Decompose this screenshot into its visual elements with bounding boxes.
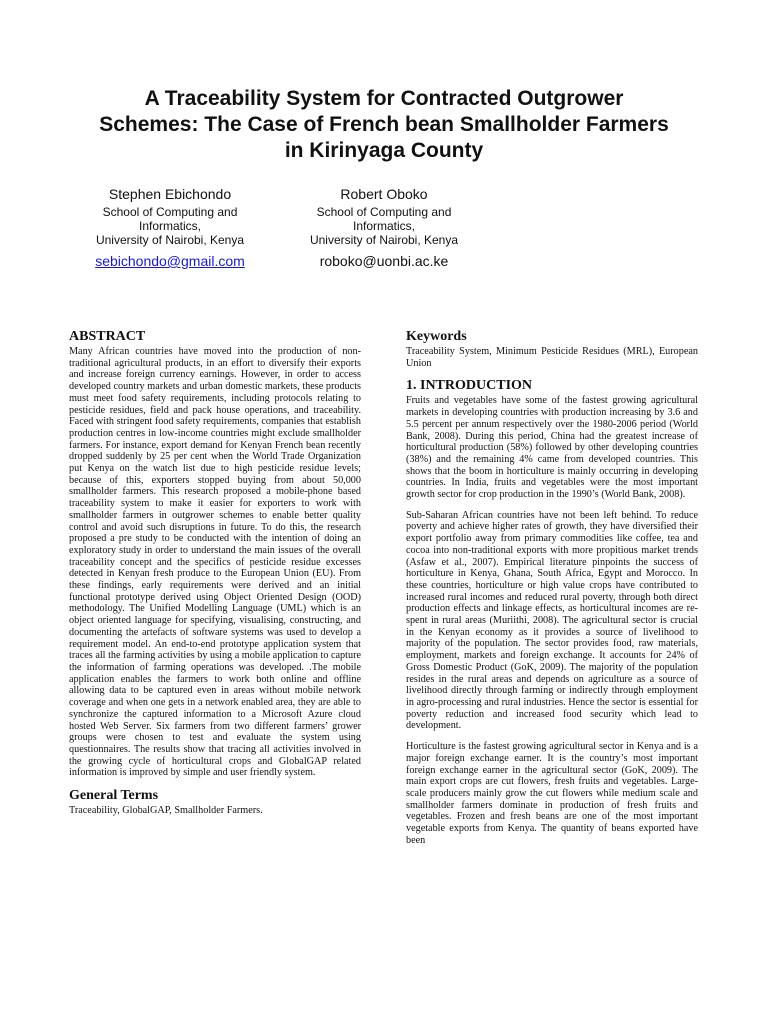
right-column	[406, 329, 698, 846]
author-affiliation-line: Informatics,	[138, 219, 201, 233]
abstract-heading: ABSTRACT	[69, 329, 146, 344]
intro-paragraph-2: Sub-Saharan African countries have not been left behind. To reduce poverty and achieve higher rates of growth, they have diversified their export portfolio away from primary commodities like coffee, tea and cocoa into non-traditional exports with more propitious market trends (Asfaw et al., 2007). Empirical literature pinpoints the success of horticulture in Kenya, Ghana, South Africa, Egypt and Morocco. In these countries, horticulture or high value crops have contributed to increased rural incomes and reduced rural poverty, through both direct production effects and linkage effects, as horticultural incomes are re-spent in rural areas (Muriithi, 2008). The agricultural sector is crucial in the Kenyan economy as it provides a source of livelihood to majority of the population. The sector provides food, raw materials, employment, markets and foreign exchange. It accounts for 24% of Gross Domestic Product (GoK, 2009). The majority of the population resides in the rural areas and depends on agriculture as a source of livelihood directly through farming or indirectly through employment in agro-processing and rural industries. Hence the sector is essential for poverty reduction and increased food security which lead to development.	[406, 509, 698, 732]
author-email-link[interactable]: sebichondo@gmail.com	[95, 253, 245, 269]
author-affiliation-line: School of Computing and	[316, 205, 452, 219]
keywords-heading: Keywords	[406, 329, 467, 344]
general-terms-heading: General Terms	[69, 788, 159, 804]
author-affiliation-line: School of Computing and	[102, 205, 238, 219]
general-terms-text: Traceability, GlobalGAP, Smallholder Farmers.	[69, 805, 263, 817]
intro-paragraph-1: Fruits and vegetables have some of the fastest growing agricultural markets in developing countries with production increasing by 3.6 and 5.5 percent per annum respectively over the 1980-2006 period (World Bank, 2008). During this period, China had the greatest increase of horticultural production (58%) followed by other developing countries (38%) and the remaining 4% came from developed countries. This shows that the boom in horticulture is mainly occurring in developing countries. In India, fruits and vegetables were the most important growth sector for crop production in the 1990’s (World Bank, 2008).	[406, 395, 698, 501]
author-block-1	[60, 185, 280, 270]
author-name: Stephen Ebichondo	[108, 186, 232, 202]
author-affiliation-line: University of Nairobi, Kenya	[309, 233, 459, 247]
author-block-2	[274, 185, 494, 270]
intro-paragraph-3: Horticulture is the fastest growing agricultural sector in Kenya and is a major foreign exchange earner. It is the country’s most important foreign exchange earner in the agricultural sector (GoK, 2009). The main export crops are cut flowers, fresh fruits and vegetables. Large-scale producers mainly grow the cut flowers while medium scale and smallholder farmers dominate in production of fresh fruits and vegetables. Frozen and fresh beans are one of the most important vegetable exports from Kenya. The quantity of beans exported have been	[406, 741, 698, 846]
author-email: roboko@uonbi.ac.ke	[319, 253, 449, 269]
author-affiliation-line: Informatics,	[352, 219, 415, 233]
paper-title: A Traceability System for Contracted Outgrower Schemes: The Case of French bean Smallholder Farmers in Kirinyaga County	[99, 87, 669, 162]
left-column	[69, 329, 361, 817]
author-affiliation-line: University of Nairobi, Kenya	[95, 233, 245, 247]
introduction-heading: 1. INTRODUCTION	[406, 378, 533, 394]
author-name: Robert Oboko	[340, 186, 428, 202]
abstract-text: Many African countries have moved into the production of non-traditional agricultural products, in an effort to diversify their exports and increase foreign currency earnings. However, in order to access developed country markets and urban domestic markets, these products must meet food safety requirements, including protocols relating to pesticide residues, field and pack house operations, and traceability. Faced with stringent food safety requirements, companies that establish production centres in low-income countries might exclude smallholder farmers. For instance, export demand for Kenyan French bean recently dropped suddenly by 25 per cent when the World Trade Organization put Kenya on the watch list due to high pesticide residue levels; because of this, exporters stopped buying from about 50,000 smallholder farmers. This research proposed a mobile-phone based traceability system to make it easier for exporters to work with smallholder farmers in outgrower schemes to enable better quality control and avoid such disruptions in future. To do this, the research proposed a pre study to be conducted with the intention of doing an exploratory study in order to understand the main issues of the overall traceability concept and the specifics of pesticide residue excesses detected in Kenyan fresh produce to the European Union (EU). From these findings, early requirements were derived and an initial functional prototype derived using Object Oriented Design (OOD) methodology. The Unified Modelling Language (UML) which is an object oriented language for specifying, visualising, constructing, and documenting the artefacts of software systems was used to develop a requirement model. An end-to-end prototype application system that traces all the farming activities by using a mobile application to capture the information of farming operations was developed. .The mobile application enables the farmers to work both online and offline allowing data to be captured even in areas without mobile network coverage and when one gets in a network enabled area, they are able to synchronize the captured information to a Microsoft Azure cloud hosted Web Server. Six farmers from two different farmers’ grower groups were chosen to test and evaluate the system using questionnaires. The results show that tracing all activities involved in the growing cycle of horticultural crops and GlobalGAP related information is improved by simple and user friendly system.	[69, 346, 361, 779]
keywords-text: Traceability System, Minimum Pesticide Residues (MRL), European Union	[406, 346, 698, 369]
